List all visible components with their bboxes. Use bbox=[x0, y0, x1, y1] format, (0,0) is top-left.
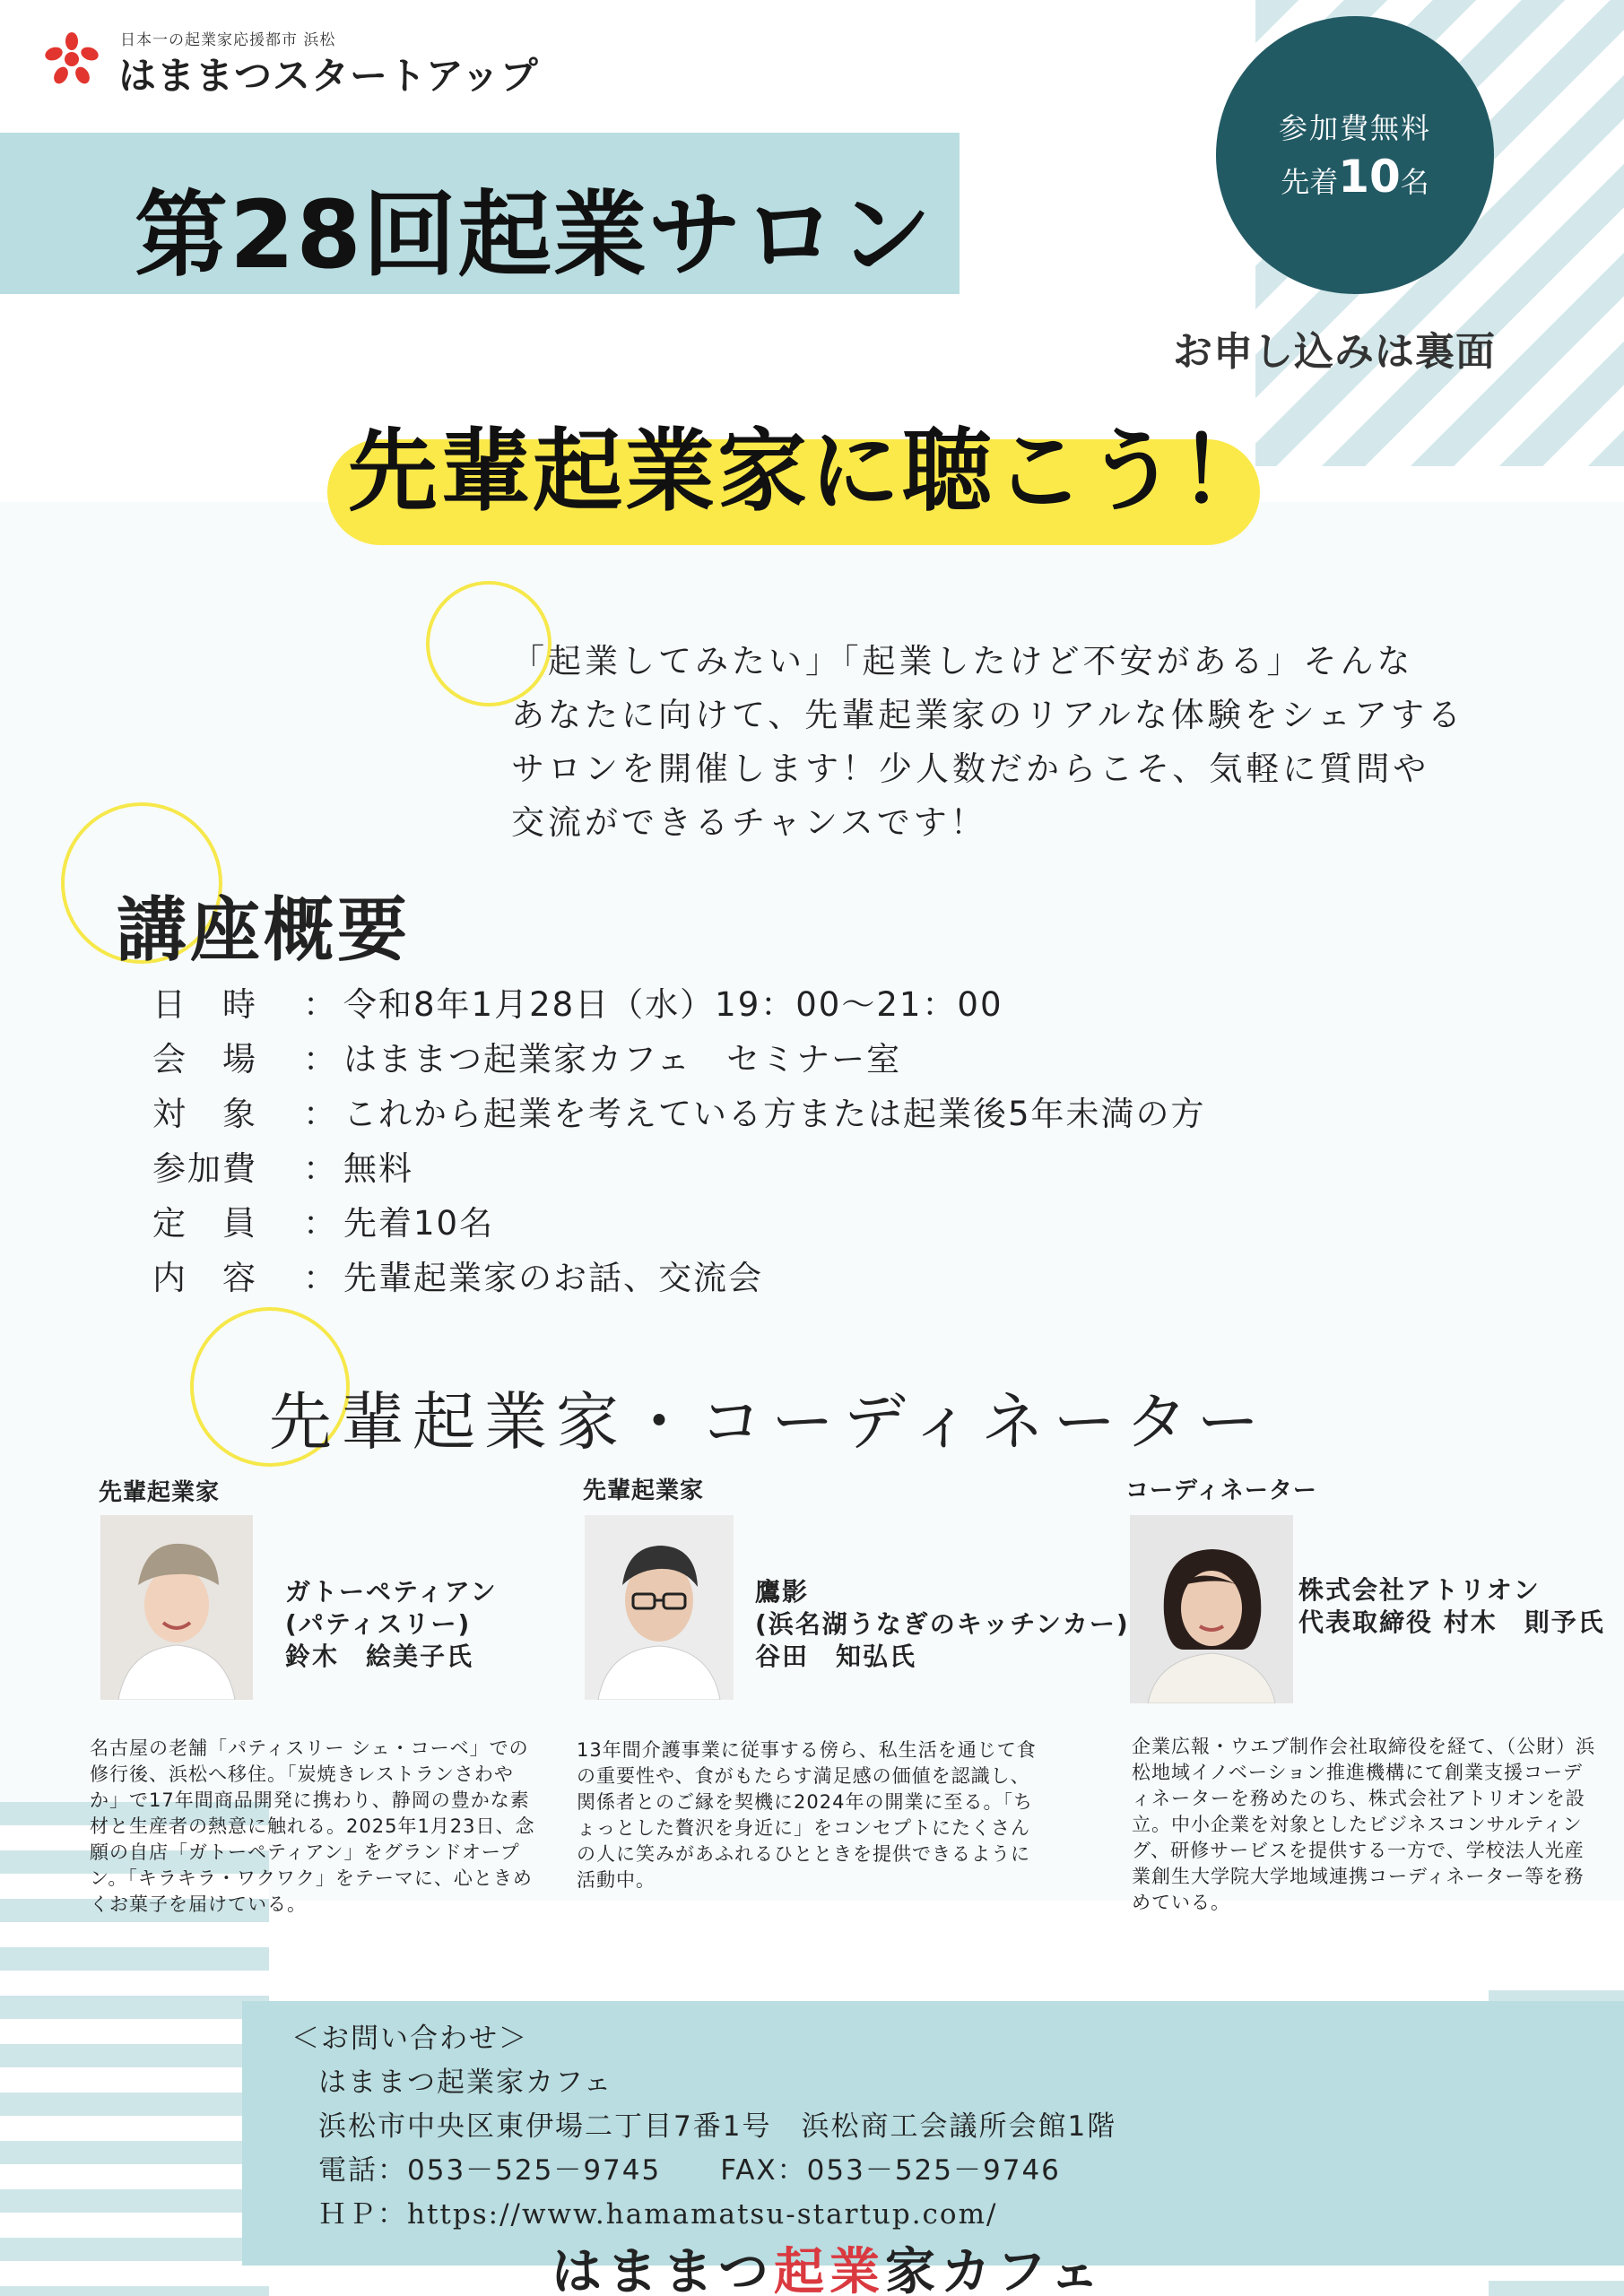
person-name-block: 株式会社アトリオン 代表取締役 村木 則予氏 bbox=[1298, 1575, 1605, 1637]
detail-row-fee: 参加費 ： 無料 bbox=[152, 1149, 413, 1188]
apply-note: お申し込みは裏面 bbox=[1173, 329, 1496, 375]
person-photo-suzuki bbox=[100, 1515, 253, 1700]
intro-text: 「起業してみたい」「起業したけど不安がある」そんな あなたに向けて、先輩起業家のリアルな体験をシェアする サロンを開催します！少人数だからこそ、気軽に質問や 交流ができるチャンスです！ bbox=[511, 642, 1465, 842]
detail-row-capacity: 定 員 ： 先着10名 bbox=[152, 1204, 495, 1243]
person-bio: 企業広報・ウエブ制作会社取締役を経て、（公財）浜松地域イノベーション推進機構にて創業支援コーディネーターを務めたのち、株式会社アトリオンを設立。中小企業を対象としたビジネスコンサルティング、研修サービスを提供する一方で、学校法人光産業創生大学院大学地域連携コーディネーター等を務めている。 bbox=[1132, 1736, 1596, 1913]
person-name-block: ガトーペティアン (パティスリー) 鈴木 絵美子氏 bbox=[285, 1577, 498, 1671]
logo-tagline: 日本一の起業家応援都市 浜松 bbox=[120, 31, 336, 49]
contact-address: 浜松市中央区東伊場二丁目7番1号 浜松商工会議所会館1階 bbox=[318, 2110, 1117, 2143]
detail-row-target: 対 象 ： これから起業を考えている方または起業後5年未満の方 bbox=[152, 1095, 1206, 1133]
contact-phone: 電話：053－525－9745 FAX：053－525－9746 bbox=[318, 2154, 1061, 2187]
person-bio: 名古屋の老舗「パティスリー シェ・コーベ」での修行後、浜松へ移住。「炭焼きレストランさわやか」で17年間商品開発に携わり、静岡の豊かな素材と生産者の熱意に触れる。2025年1月23日、念願の自店「ガトーペティアン」をグランドオープン。「キラキラ・ワクワク」をテーマに、心ときめくお菓子を届けている。 bbox=[90, 1737, 535, 1915]
detail-row-venue: 会 場 ： はままつ起業家カフェ セミナー室 bbox=[152, 1040, 902, 1079]
star-logo-icon bbox=[38, 32, 106, 86]
contact-name: はままつ起業家カフェ bbox=[318, 2066, 613, 2099]
page-title: 第28回起業サロン bbox=[135, 180, 934, 290]
detail-row-content: 内 容 ： 先輩起業家のお話、交流会 bbox=[152, 1259, 763, 1297]
free-fee-badge bbox=[1216, 16, 1494, 294]
person-bio: 13年間介護事業に従事する傍ら、私生活を通じて食の重要性や、食がもたらす満足感の価値を認識し、関係者とのご縁を契機に2024年の開業に至る。「ちょっとした贅沢を身近に」をコンセプトにたくさんの人に笑みがあふれるひとときを提供できるように活動中。 bbox=[577, 1739, 1037, 1891]
person-photo-muraki bbox=[1130, 1515, 1293, 1703]
person-role: 先輩起業家 bbox=[583, 1477, 705, 1504]
overview-title: 講座概要 bbox=[117, 890, 412, 971]
badge-line2: 先着10名 bbox=[1281, 151, 1429, 203]
contact-website-link[interactable]: ＨＰ：https://www.hamamatsu-startup.com/ bbox=[318, 2198, 998, 2231]
person-name-block: 鷹影 (浜名湖うなぎのキッチンカー) 谷田 知弘氏 bbox=[755, 1577, 1130, 1671]
badge-line1: 参加費無料 bbox=[1278, 111, 1431, 145]
people-section-title: 先輩起業家・コーディネーター bbox=[269, 1385, 1269, 1459]
person-role: 先輩起業家 bbox=[99, 1479, 221, 1506]
headline: 先輩起業家に聴こう！ bbox=[348, 419, 1272, 524]
person-photo-tanida bbox=[585, 1515, 734, 1700]
logo-name: はままつスタートアップ bbox=[118, 54, 539, 98]
contact-heading: ＜お問い合わせ＞ bbox=[291, 2023, 528, 2055]
footer-logo: はままつ起業家カフェ bbox=[551, 2243, 1106, 2296]
person-role: コーディネーター bbox=[1125, 1477, 1317, 1504]
detail-row-datetime: 日 時 ： 令和8年1月28日（水）19：00～21：00 bbox=[152, 985, 1003, 1024]
